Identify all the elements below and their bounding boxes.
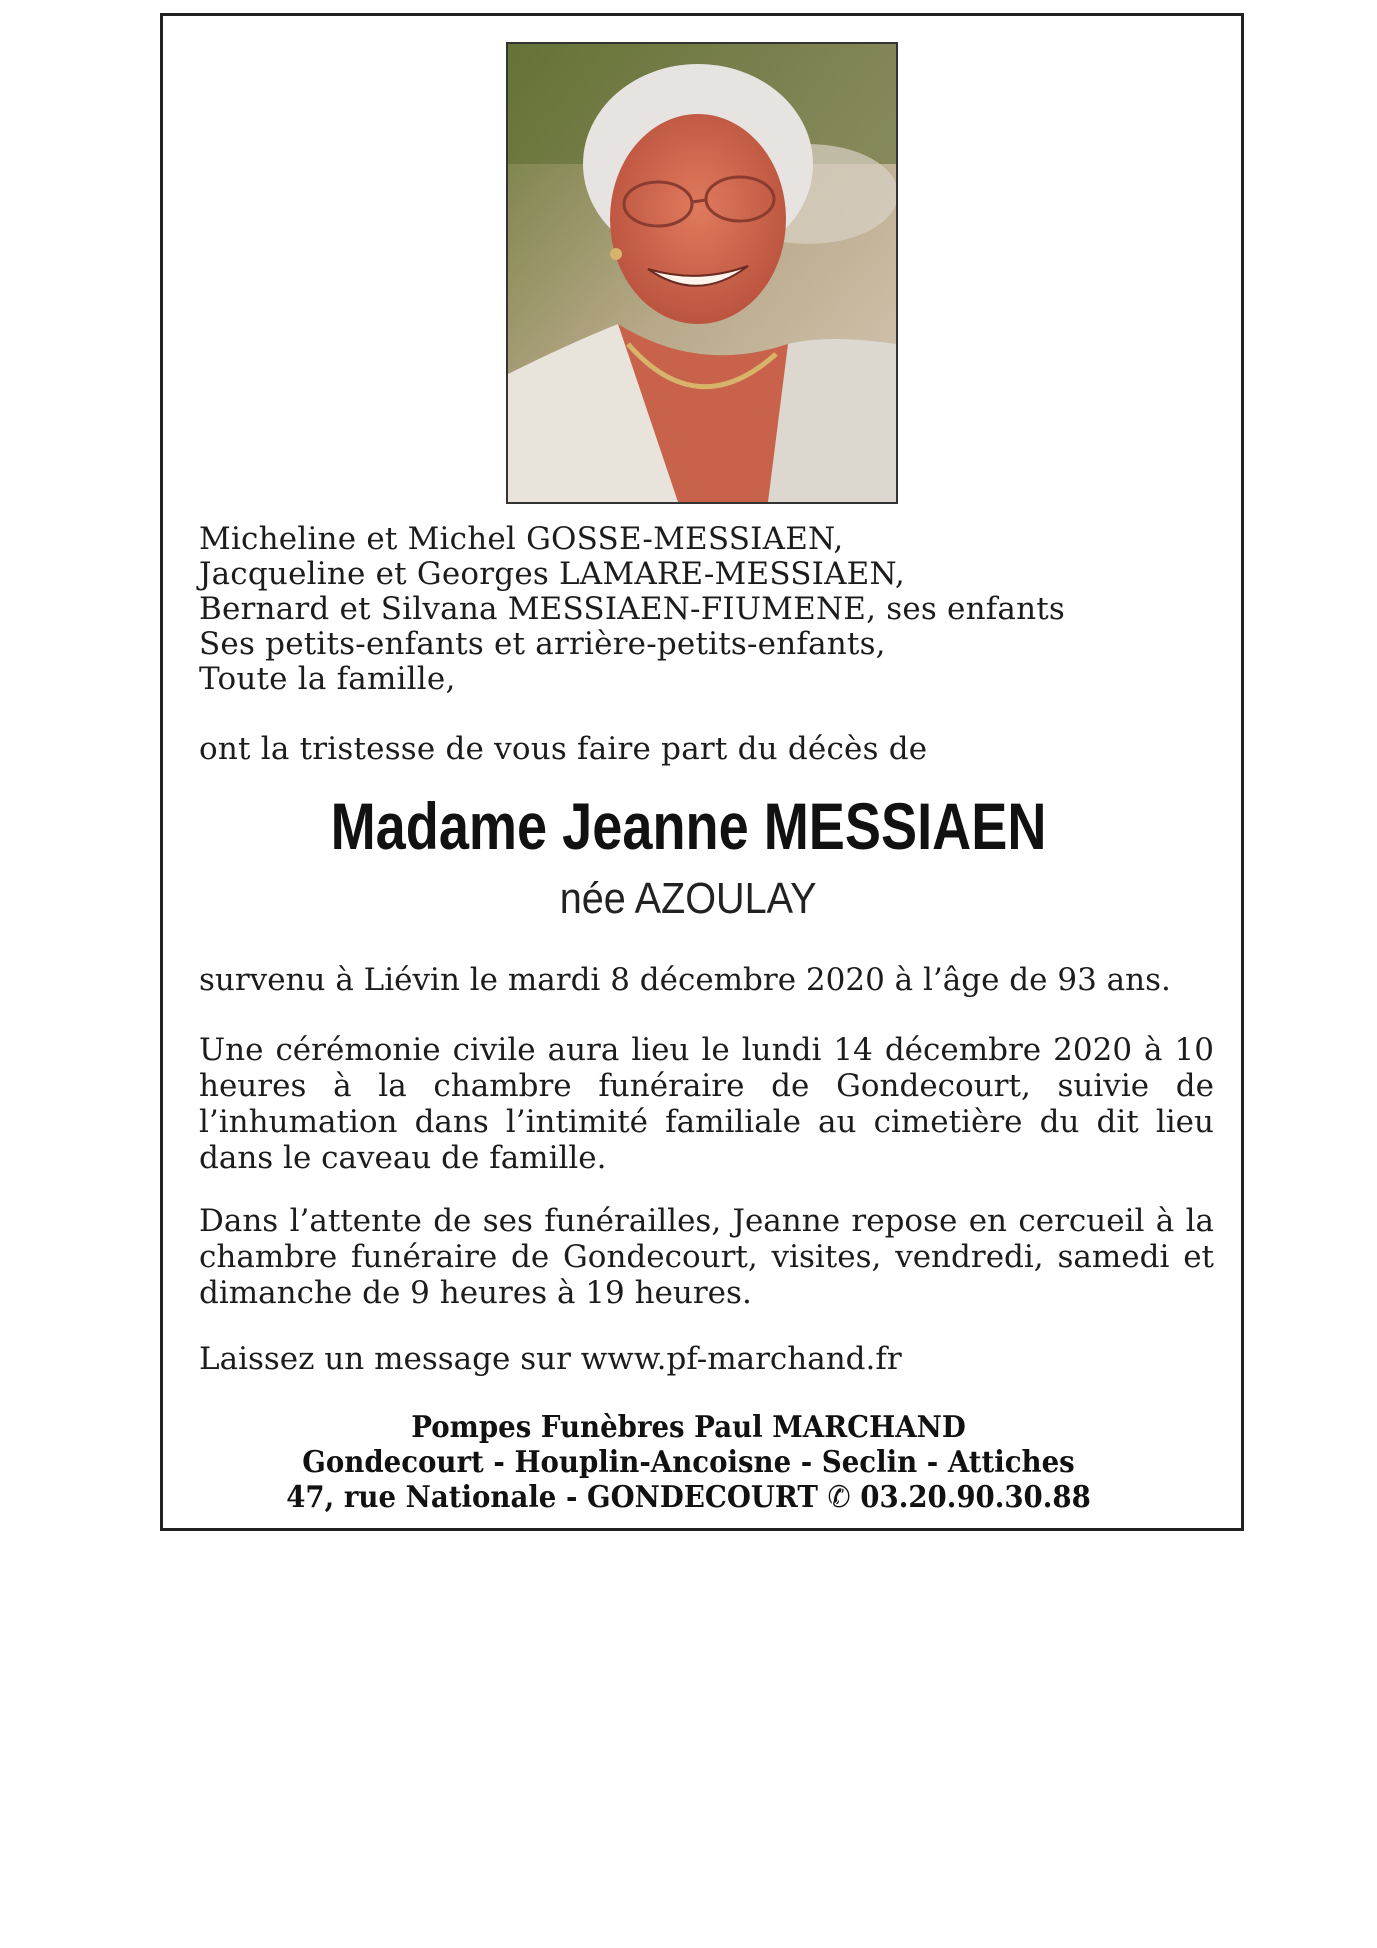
maiden-name: née AZOULAY xyxy=(559,874,817,923)
portrait-photo xyxy=(506,42,898,504)
family-line: Micheline et Michel GOSSE-MESSIAEN, xyxy=(199,521,844,557)
family-line: Bernard et Silvana MESSIAEN-FIUMENE, ses enfants xyxy=(199,591,1066,627)
family-line: Jacqueline et Georges LAMARE-MESSIAEN, xyxy=(199,556,905,592)
ceremony-details: Une cérémonie civile aura lieu le lundi 14 décembre 2020 à 10 heures à la chambre funéraire de Gondecourt, suivie de l’inhumation dans l’intimité familiale au cimetière du dit lieu dans le caveau de famille. xyxy=(199,1032,1214,1176)
death-details: survenu à Liévin le mardi 8 décembre 2020 à l’âge de 93 ans. xyxy=(199,962,1171,998)
undertaker-address: 47, rue Nationale - GONDECOURT xyxy=(286,1480,818,1515)
deceased-name: Madame Jeanne MESSIAEN xyxy=(330,789,1047,863)
wake-details: Dans l’attente de ses funérailles, Jeanne repose en cercueil à la chambre funéraire de Gondecourt, visites, vendredi, samedi et dimanche de 9 heures à 19 heures. xyxy=(199,1203,1214,1311)
undertaker-contact xyxy=(55,1480,1322,1515)
undertaker-info xyxy=(0,1410,1377,1515)
phone-icon: ✆ xyxy=(827,1480,851,1515)
undertaker-locations: Gondecourt - Houplin-Ancoisne - Seclin - Attiches xyxy=(302,1445,1075,1480)
undertaker-name: Pompes Funèbres Paul MARCHAND xyxy=(411,1410,966,1445)
family-line: Ses petits-enfants et arrière-petits-enfants, xyxy=(199,626,886,662)
family-line: Toute la famille, xyxy=(199,661,456,697)
announcement-intro: ont la tristesse de vous faire part du décès de xyxy=(199,731,928,767)
portrait-image xyxy=(508,44,896,502)
message-invitation: Laissez un message sur www.pf-marchand.fr xyxy=(199,1341,902,1377)
family-list xyxy=(199,522,1065,697)
undertaker-phone: 03.20.90.30.88 xyxy=(860,1480,1091,1515)
